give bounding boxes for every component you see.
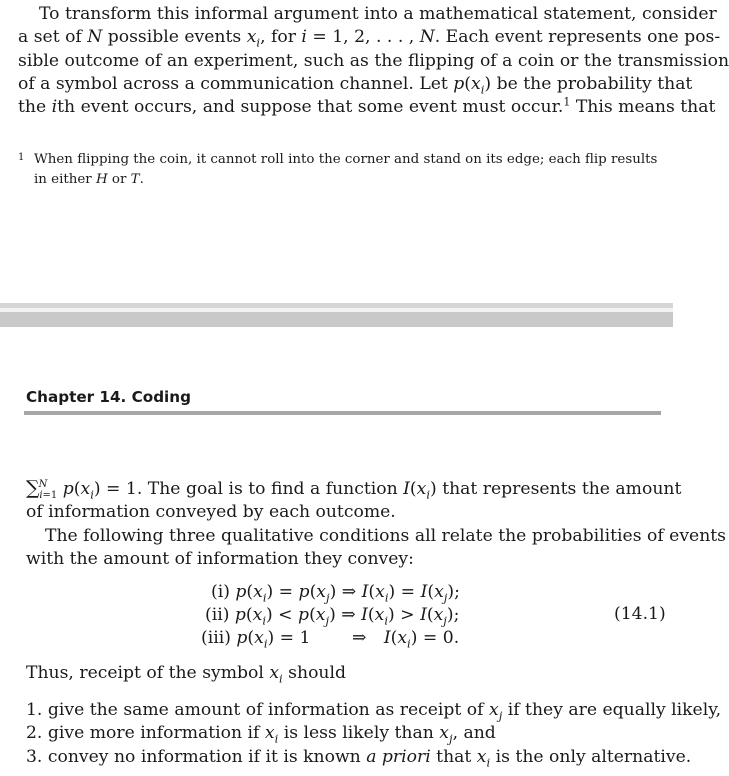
after-equation-text: Thus, receipt of the symbol $x_i$ should: [26, 663, 346, 686]
body-line-4: with the amount of information they convey:: [26, 548, 414, 569]
top-line-2: a set of N possible events $x_i$, for i = 1, 2, . . . , N. Each event represents one pos-: [18, 27, 721, 50]
body-line-3: The following three qualitative conditions all relate the probabilities of events: [45, 525, 727, 546]
body-paragraph: [26, 477, 726, 571]
equation-row-3: (iii) $p(x_i) = 1$ ⇒ $I(x_i) = 0$.: [201, 628, 460, 651]
header-rule: [24, 411, 661, 415]
footnote-line-1: When flipping the coin, it cannot roll into the corner and stand on its edge; each flip results: [34, 152, 658, 167]
top-line-5: the ith event occurs, and suppose that some event must occur.$^1$ This means that: [18, 95, 716, 118]
equation-number: (14.1): [614, 604, 666, 624]
list-item: 1. give the same amount of information as receipt of $x_j$ if they are equally likely,: [26, 700, 722, 723]
top-paragraph: [18, 3, 729, 119]
top-line-4: of a symbol across a communication channel. Let $p(x_i)$ be the probability that: [18, 73, 693, 97]
conditions-list: [26, 699, 721, 769]
page-break: [0, 303, 673, 327]
chapter-header: Chapter 14. Coding: [26, 388, 191, 406]
list-item: 3. convey no information if it is known a priori that $x_i$ is the only alternative.: [26, 746, 692, 770]
equation-row-2: (ii) $p(x_i) < p(x_j)$ ⇒ $I(x_i) > I(x_j)$;: [205, 605, 460, 628]
footnote-mark: 1: [18, 152, 25, 163]
footnote-line-2: in either H or T.: [34, 172, 144, 187]
body-line-1: ∑$^N_{i=1}$ $p(x_i) = 1$. The goal is to find a function $I(x_i)$ that represents the amount: [26, 477, 682, 502]
equation-row-1: (i) $p(x_i) = p(x_j)$ ⇒ $I(x_i) = I(x_j)$;: [211, 582, 460, 605]
list-item: 2. give more information if $x_i$ is less likely than $x_j$, and: [26, 723, 496, 746]
body-line-2: of information conveyed by each outcome.: [26, 502, 396, 523]
top-line-1: To transform this informal argument into a mathematical statement, consider: [39, 4, 717, 24]
top-line-3: sible outcome of an experiment, such as the flipping of a coin or the transmission: [18, 50, 729, 71]
